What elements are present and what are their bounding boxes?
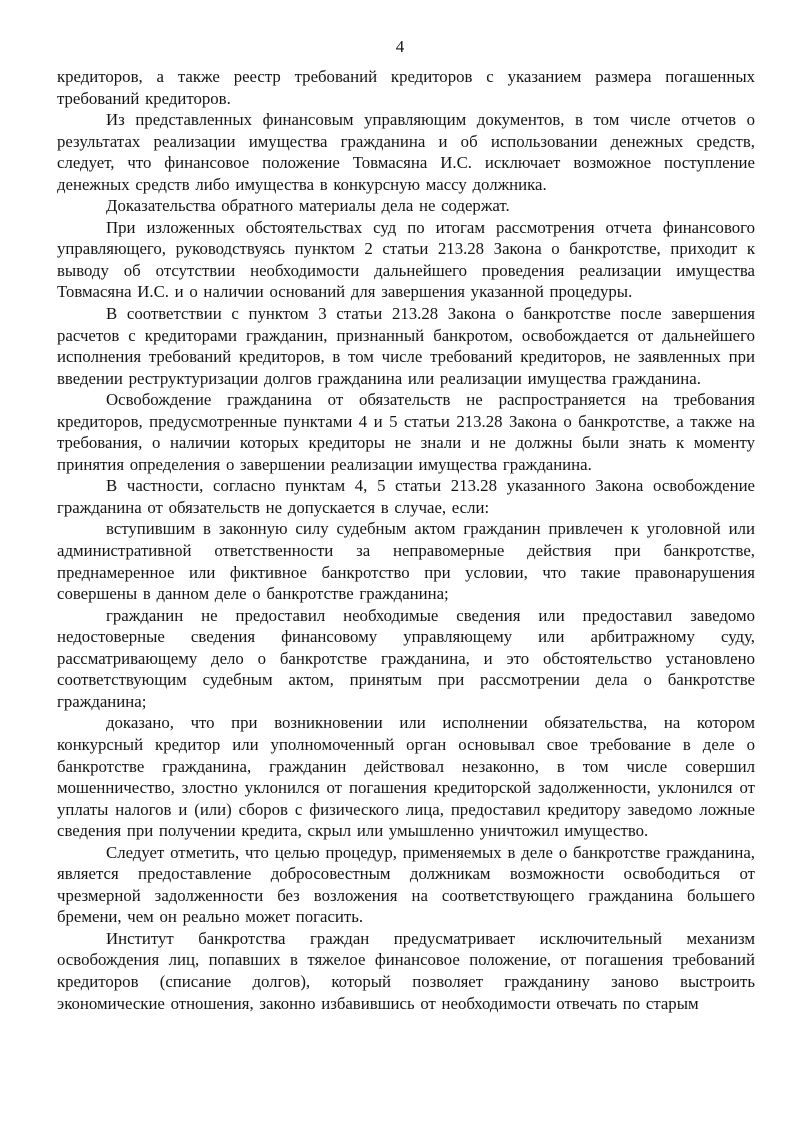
page-number: 4	[395, 37, 405, 56]
paragraph: При изложенных обстоятельствах суд по итогам рассмотрения отчета финансового управляющего, руководствуясь пунктом 2 статьи 213.28 Закона о банкротстве, приходит к выводу об отсутствии необходимости дальнейшего проведения реализации имущества Товмасяна И.С. и о наличии оснований для завершения указанной процедуры.	[57, 217, 755, 302]
paragraph-continuation: кредиторов, а также реестр требований кредиторов с указанием размера погашенных требований кредиторов.	[57, 67, 755, 108]
paragraph-list-item: доказано, что при возникновении или исполнении обязательства, на котором конкурсный кредитор или уполномоченный орган основывал свое требование в деле о банкротстве гражданина, гражданин действовал незаконно, в том числе совершил мошенничество, злостно уклонился от погашения кредиторской задолженности, уклонился от уплаты налогов и (или) сборов с физического лица, предоставил кредитору заведомо ложные сведения при получении кредита, скрыл или умышленно уничтожил имущество.	[57, 713, 755, 841]
paragraph: Следует отметить, что целью процедур, применяемых в деле о банкротстве гражданина, является предоставление добросовестным должникам возможности освободиться от чрезмерной задолженности без возложения на соответствующего гражданина большего бремени, чем он реально может погасить.	[57, 842, 755, 927]
paragraph: Доказательства обратного материалы дела не содержат.	[106, 196, 510, 216]
paragraph: В частности, согласно пунктам 4, 5 статьи 213.28 указанного Закона освобождение гражданина от обязательств не допускается в случае, если:	[57, 476, 755, 517]
paragraph: В соответствии с пунктом 3 статьи 213.28 Закона о банкротстве после завершения расчетов с кредиторами гражданин, признанный банкротом, освобождается от дальнейшего исполнения требований кредиторов, в том числе требований кредиторов, не заявленных при введении реструктуризации долгов гражданина или реализации имущества гражданина.	[57, 304, 755, 388]
paragraph: Институт банкротства граждан предусматривает исключительный механизм освобождения лиц, попавших в тяжелое финансовое положение, от погашения требований кредиторов (списание долгов), который позволяет гражданину заново выстроить экономические отношения, законно избавившись от необходимости отвечать по старым	[57, 928, 755, 1013]
paragraph: Освобождение гражданина от обязательств не распространяется на требования кредиторов, предусмотренные пунктами 4 и 5 статьи 213.28 Закона о банкротстве, а также на требования, о наличии которых кредиторы не знали и не должны были знать к моменту принятия определения о завершении реализации имущества гражданина.	[57, 390, 755, 474]
paragraph-list-item: гражданин не предоставил необходимые сведения или предоставил заведомо недостоверные сведения финансовому управляющему или арбитражному суду, рассматривающему дело о банкротстве гражданина, и это обстоятельство установлено соответствующим судебным актом, принятым при рассмотрении дела о банкротстве гражданина;	[57, 605, 755, 711]
paragraph-list-item: вступившим в законную силу судебным актом гражданин привлечен к уголовной или административной ответственности за неправомерные действия при банкротстве, преднамеренное или фиктивное банкротство при условии, что такие правонарушения совершены в данном деле о банкротстве гражданина;	[57, 519, 755, 604]
paragraph: Из представленных финансовым управляющим документов, в том числе отчетов о результатах реализации имущества гражданина и об использовании денежных средств, следует, что финансовое положение Товмасяна И.С. исключает возможное поступление денежных средств либо имущества в конкурсную массу должника.	[57, 110, 755, 194]
document-body	[57, 66, 755, 1014]
